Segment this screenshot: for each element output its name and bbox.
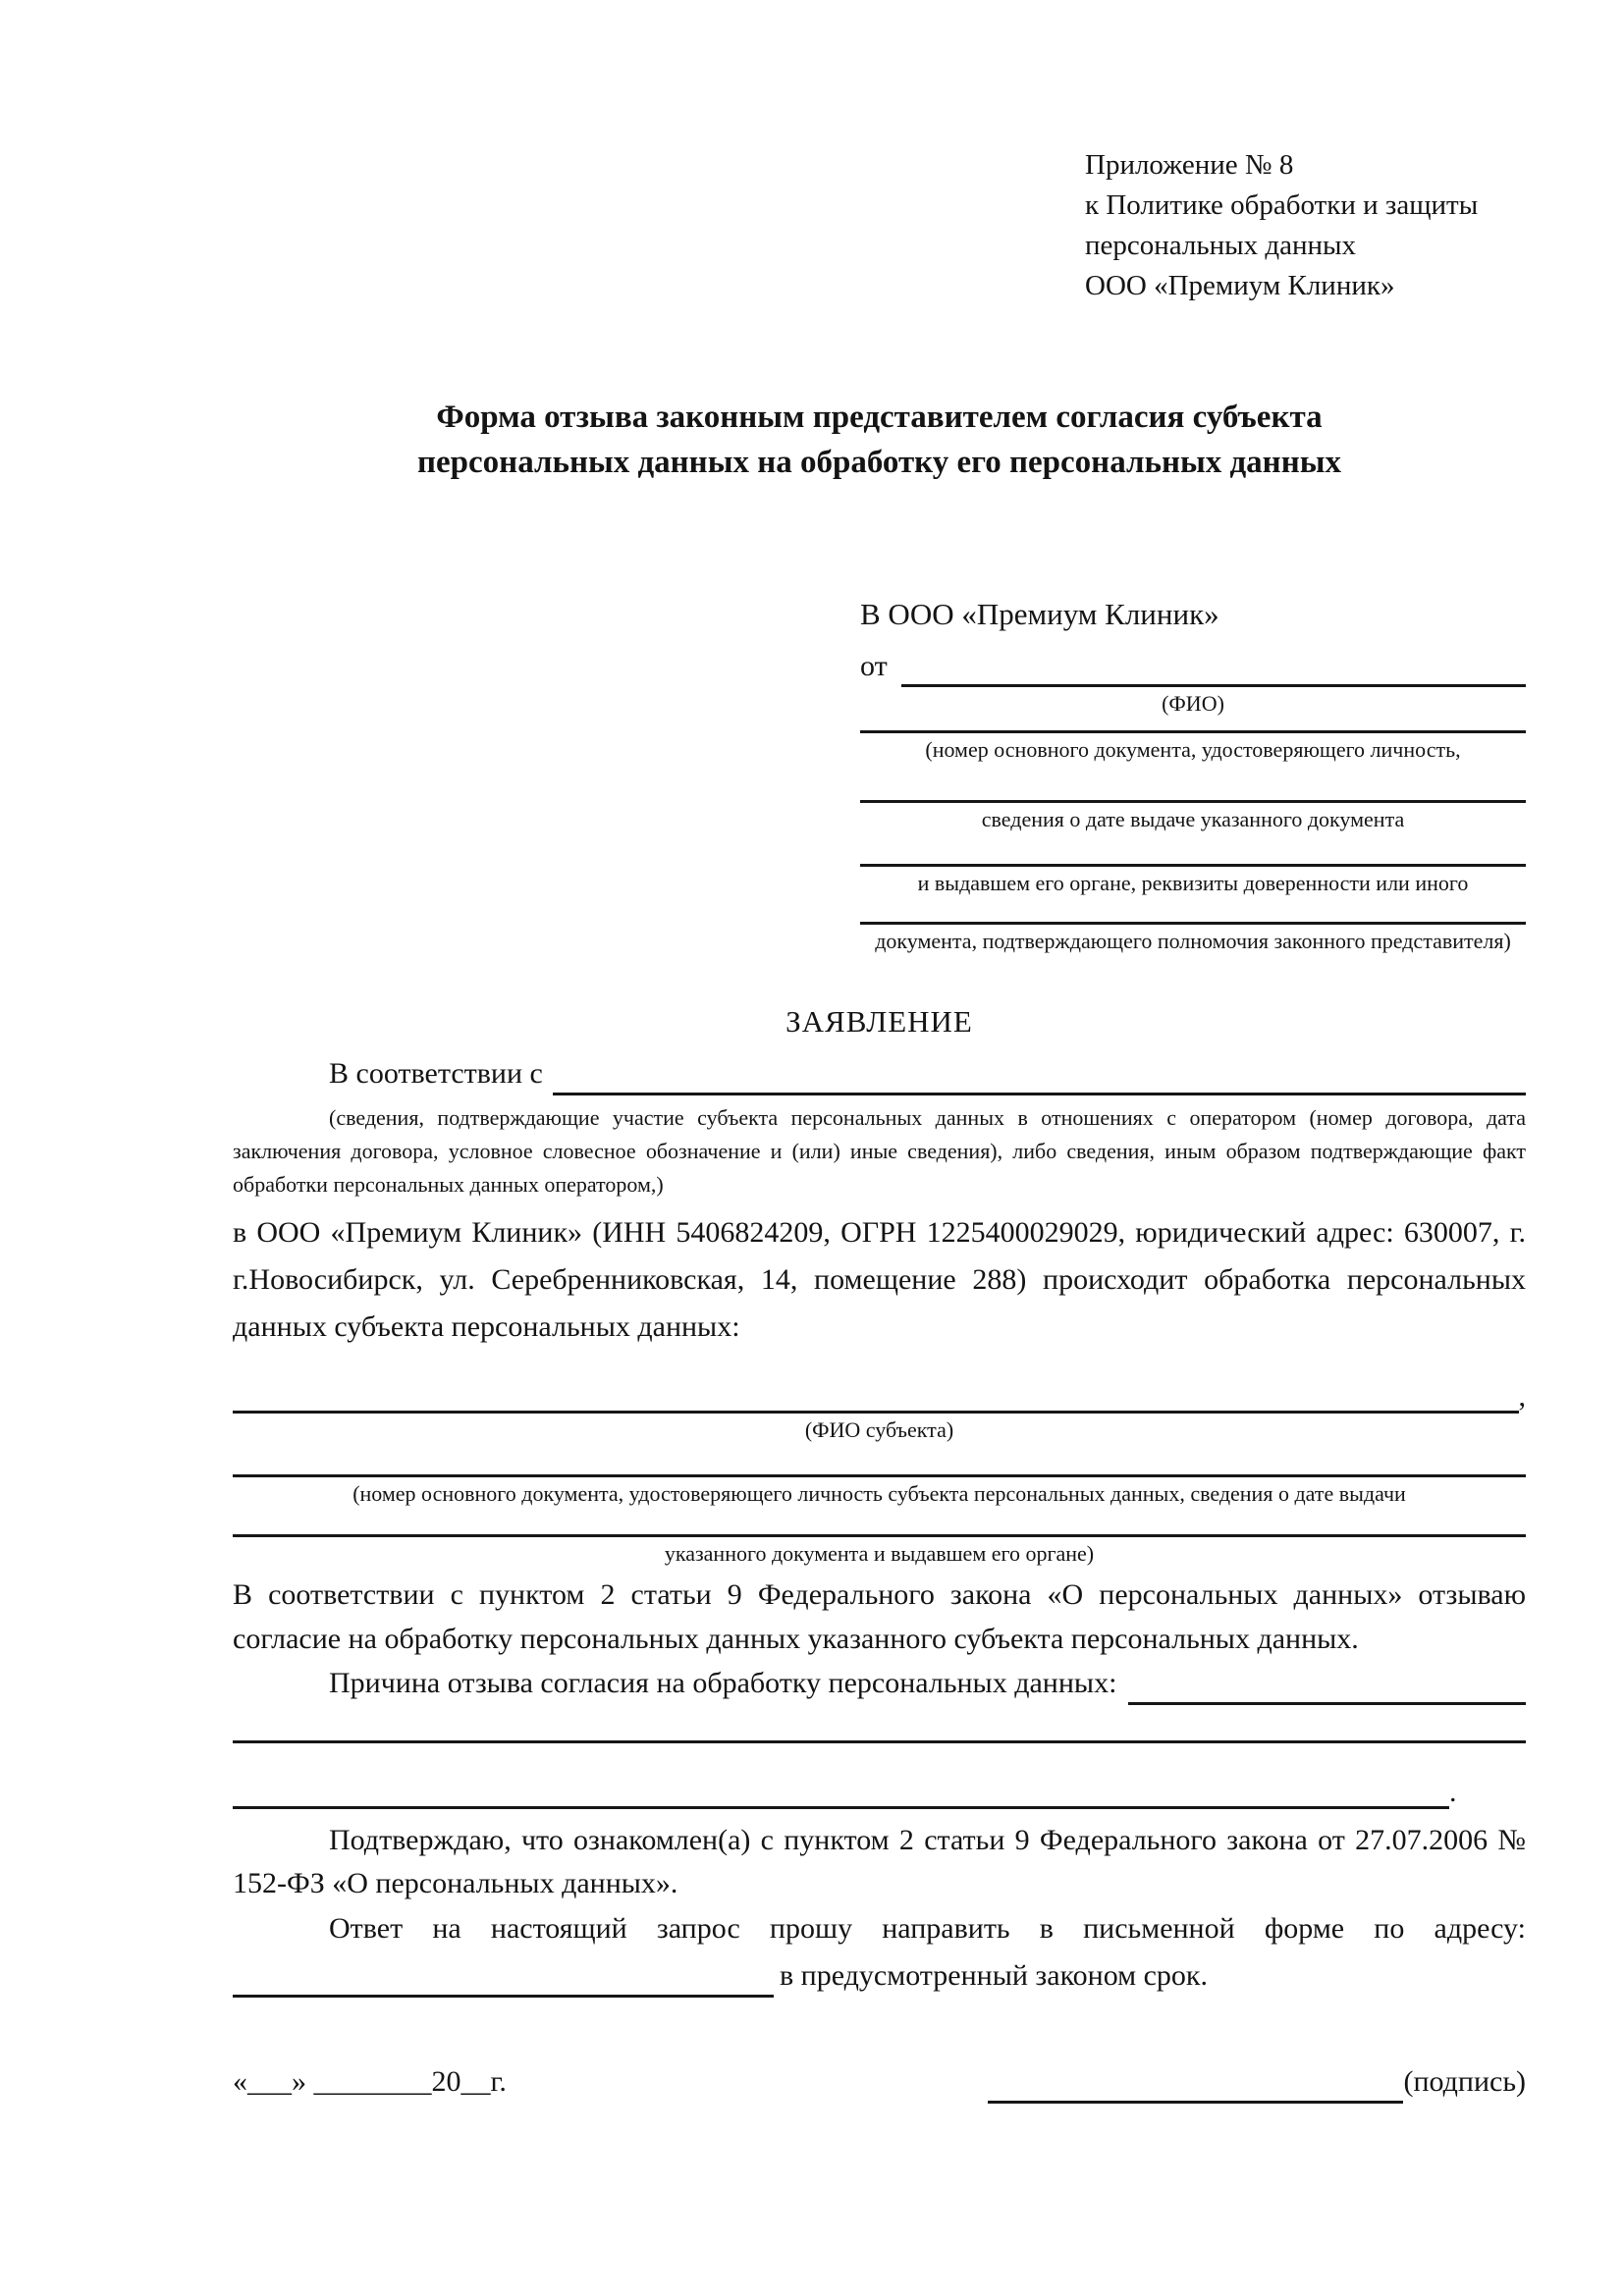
subject-doc-caption-1: (номер основного документа, удостоверяющего личность субъекта персональных данных, сведения о дате выдачи xyxy=(352,1481,1406,1506)
date-line: «___» ________20__г. xyxy=(233,2065,507,2098)
withdraw-paragraph: В соответствии с пунктом 2 статьи 9 Федерального закона «О персональных данных» отзываю согласие на обработку персональных данных указанного субъекта персональных данных. xyxy=(233,1578,1526,1655)
reason-line-2 xyxy=(233,1777,1449,1809)
doc-fill-line-3 xyxy=(860,864,1526,867)
footer-row xyxy=(233,2060,1526,2104)
reason-row xyxy=(233,1661,1526,1705)
intro-label: В соответствии с xyxy=(329,1057,543,1090)
addressee-block xyxy=(860,595,1526,956)
appendix-note xyxy=(1085,0,1526,306)
reason-period: . xyxy=(1449,1776,1457,1808)
from-row xyxy=(860,646,1526,687)
doc-fill-line-2 xyxy=(860,800,1526,803)
document-title-line: Форма отзыва законным представителем согласия субъекта xyxy=(436,400,1323,435)
subject-doc-line-1 xyxy=(233,1474,1526,1477)
doc-caption-2: сведения о дате выдаче указанного документа xyxy=(981,807,1405,831)
reason-line-2-row xyxy=(233,1776,1526,1809)
subject-doc-caption-2: указанного документа и выдавшем его органе) xyxy=(664,1541,1095,1566)
reason-label: Причина отзыва согласия на обработку персональных данных: xyxy=(329,1667,1117,1699)
subject-fio-caption: (ФИО субъекта) xyxy=(804,1417,954,1442)
subject-doc-line-2 xyxy=(233,1534,1526,1537)
reply-paragraph: Ответ на настоящий запрос прошу направить в письменной форме по адресу: xyxy=(329,1912,1526,1945)
doc-caption-3: и выдавшем его органе, реквизиты доверенности или иного xyxy=(917,871,1469,895)
doc-fill-line-4 xyxy=(860,922,1526,925)
signature-block xyxy=(988,2060,1526,2104)
signature-line xyxy=(988,2065,1403,2104)
reply-address-line xyxy=(233,1959,774,1998)
signature-caption: (подпись) xyxy=(1403,2065,1526,2098)
fio-fill-line xyxy=(901,649,1526,687)
from-label: от xyxy=(860,650,888,682)
confirm-paragraph: Подтверждаю, что ознакомлен(а) с пунктом 2 статьи 9 Федерального закона от 27.07.2006 № 152-ФЗ «О персональных данных». xyxy=(233,1824,1526,1899)
intro-fill-line xyxy=(553,1055,1526,1095)
reply-row xyxy=(233,1954,1526,1998)
document-title-line: персональных данных на обработку его персональных данных xyxy=(417,445,1341,480)
intro-caption: (сведения, подтверждающие участие субъекта персональных данных в отношениях с оператором (номер договора, дата заключения договора, условное словесное обозначение и (или) иные сведения), либо сведения, иным образом подтверждающие факт обработки персональных данных оператором,) xyxy=(233,1105,1526,1197)
appendix-line: Приложение № 8 xyxy=(1085,149,1294,181)
appendix-line: персональных данных xyxy=(1085,230,1357,261)
subject-fio-line xyxy=(233,1381,1519,1414)
subject-comma: , xyxy=(1518,1380,1526,1413)
statement-heading: ЗАЯВЛЕНИЕ xyxy=(785,1004,973,1039)
addressee-to: В ООО «Премиум Клиник» xyxy=(860,597,1219,631)
doc-caption-4: документа, подтверждающего полномочия законного представителя) xyxy=(875,929,1511,953)
doc-fill-line-1 xyxy=(860,730,1526,733)
doc-caption-1: (номер основного документа, удостоверяющего личность, xyxy=(925,737,1461,762)
reason-fill-line xyxy=(1128,1665,1526,1705)
operator-paragraph: в ООО «Премиум Клиник» (ИНН 5406824209, ОГРН 1225400029029, юридический адрес: 630007, г. г.Новосибирск, ул. Серебренниковская, 14, помещение 288) происходит обработка персональных данных субъекта персональных данных: xyxy=(233,1216,1526,1343)
document-title xyxy=(233,395,1526,485)
fio-caption: (ФИО) xyxy=(1162,691,1224,716)
reply-tail: в предусмотренный законом срок. xyxy=(780,1959,1208,1992)
appendix-line: к Политике обработки и защиты xyxy=(1085,189,1479,221)
appendix-line: ООО «Премиум Клиник» xyxy=(1085,270,1395,301)
subject-fio-row xyxy=(233,1380,1526,1414)
intro-row xyxy=(233,1052,1526,1095)
reason-line-1 xyxy=(233,1740,1526,1743)
